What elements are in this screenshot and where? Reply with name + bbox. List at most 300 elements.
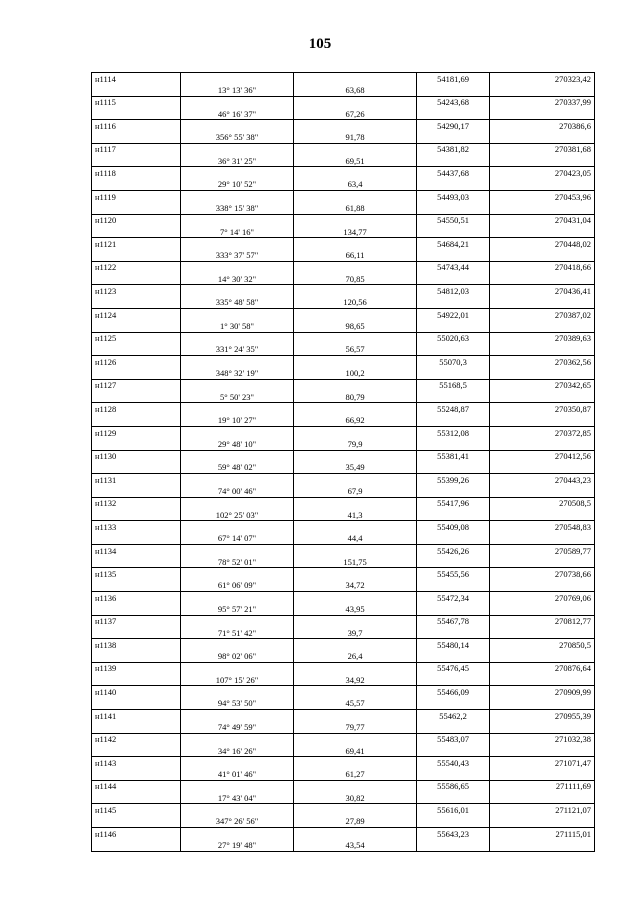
coordinate-x: 55312,08	[417, 426, 490, 438]
angle-cell-empty	[181, 804, 294, 816]
segment-length: 56,57	[294, 344, 417, 356]
distance-cell-empty	[294, 96, 417, 108]
point-row	[92, 143, 595, 155]
direction-angle: 74° 49' 59"	[181, 721, 294, 733]
segment-x-empty	[417, 155, 490, 167]
segment-name-empty	[92, 391, 181, 403]
segment-y-empty	[490, 603, 595, 615]
point-name: н1131	[92, 474, 181, 486]
coordinate-y: 270812,77	[490, 615, 595, 627]
segment-name-empty	[92, 556, 181, 568]
point-row	[92, 96, 595, 108]
segment-row	[92, 297, 595, 309]
segment-x-empty	[417, 344, 490, 356]
distance-cell-empty	[294, 450, 417, 462]
angle-cell-empty	[181, 214, 294, 226]
direction-angle: 333° 37' 57"	[181, 249, 294, 261]
distance-cell-empty	[294, 285, 417, 297]
coordinate-x: 54290,17	[417, 120, 490, 132]
coordinate-y: 270362,56	[490, 356, 595, 368]
angle-cell-empty	[181, 403, 294, 415]
direction-angle: 7° 14' 16"	[181, 226, 294, 238]
segment-length: 134,77	[294, 226, 417, 238]
segment-y-empty	[490, 179, 595, 191]
coordinate-y: 270589,77	[490, 544, 595, 556]
segment-x-empty	[417, 674, 490, 686]
angle-cell-empty	[181, 686, 294, 698]
segment-y-empty	[490, 226, 595, 238]
segment-name-empty	[92, 438, 181, 450]
point-name: н1135	[92, 568, 181, 580]
point-name: н1115	[92, 96, 181, 108]
segment-length: 44,4	[294, 533, 417, 545]
coordinate-x: 55417,96	[417, 497, 490, 509]
segment-row	[92, 179, 595, 191]
coordinate-x: 55467,78	[417, 615, 490, 627]
coordinate-y: 270323,42	[490, 73, 595, 85]
point-row	[92, 120, 595, 132]
segment-length: 151,75	[294, 556, 417, 568]
direction-angle: 331° 24' 35"	[181, 344, 294, 356]
point-name: н1123	[92, 285, 181, 297]
segment-row	[92, 108, 595, 120]
coordinate-y: 270423,05	[490, 167, 595, 179]
coordinate-x: 54684,21	[417, 238, 490, 250]
distance-cell-empty	[294, 143, 417, 155]
segment-y-empty	[490, 533, 595, 545]
segment-name-empty	[92, 155, 181, 167]
distance-cell-empty	[294, 780, 417, 792]
coordinate-x: 55616,01	[417, 804, 490, 816]
point-row	[92, 214, 595, 226]
point-row	[92, 285, 595, 297]
segment-name-empty	[92, 603, 181, 615]
point-row	[92, 686, 595, 698]
segment-y-empty	[490, 391, 595, 403]
segment-name-empty	[92, 533, 181, 545]
segment-x-empty	[417, 627, 490, 639]
distance-cell-empty	[294, 190, 417, 202]
segment-name-empty	[92, 179, 181, 191]
point-name: н1143	[92, 757, 181, 769]
segment-x-empty	[417, 816, 490, 828]
point-row	[92, 73, 595, 85]
direction-angle: 67° 14' 07"	[181, 533, 294, 545]
point-name: н1137	[92, 615, 181, 627]
segment-y-empty	[490, 462, 595, 474]
coordinate-y: 270876,64	[490, 662, 595, 674]
distance-cell-empty	[294, 403, 417, 415]
coordinate-x: 54243,68	[417, 96, 490, 108]
segment-row	[92, 698, 595, 710]
coordinate-x: 54812,03	[417, 285, 490, 297]
coordinate-x: 54493,03	[417, 190, 490, 202]
coordinate-x: 54550,51	[417, 214, 490, 226]
segment-y-empty	[490, 344, 595, 356]
point-name: н1140	[92, 686, 181, 698]
segment-length: 66,92	[294, 415, 417, 427]
segment-x-empty	[417, 273, 490, 285]
segment-x-empty	[417, 745, 490, 757]
segment-y-empty	[490, 580, 595, 592]
angle-cell-empty	[181, 639, 294, 651]
distance-cell-empty	[294, 544, 417, 556]
segment-length: 80,79	[294, 391, 417, 403]
point-name: н1134	[92, 544, 181, 556]
segment-row	[92, 249, 595, 261]
segment-name-empty	[92, 839, 181, 851]
direction-angle: 61° 06' 09"	[181, 580, 294, 592]
segment-name-empty	[92, 273, 181, 285]
segment-length: 67,26	[294, 108, 417, 120]
segment-length: 63,4	[294, 179, 417, 191]
segment-x-empty	[417, 839, 490, 851]
segment-length: 98,65	[294, 320, 417, 332]
segment-x-empty	[417, 651, 490, 663]
segment-x-empty	[417, 84, 490, 96]
direction-angle: 98° 02' 06"	[181, 651, 294, 663]
distance-cell-empty	[294, 426, 417, 438]
point-row	[92, 356, 595, 368]
segment-name-empty	[92, 108, 181, 120]
segment-y-empty	[490, 155, 595, 167]
segment-y-empty	[490, 745, 595, 757]
point-row	[92, 804, 595, 816]
coordinate-x: 54743,44	[417, 261, 490, 273]
coordinate-x: 55399,26	[417, 474, 490, 486]
coordinate-y: 270412,56	[490, 450, 595, 462]
direction-angle: 13° 13' 36"	[181, 84, 294, 96]
point-name: н1128	[92, 403, 181, 415]
segment-length: 63,68	[294, 84, 417, 96]
coordinate-x: 55480,14	[417, 639, 490, 651]
angle-cell-empty	[181, 332, 294, 344]
segment-y-empty	[490, 108, 595, 120]
segment-row	[92, 438, 595, 450]
point-name: н1130	[92, 450, 181, 462]
coordinate-y: 270955,39	[490, 710, 595, 722]
segment-x-empty	[417, 721, 490, 733]
point-row	[92, 379, 595, 391]
segment-name-empty	[92, 320, 181, 332]
point-name: н1124	[92, 308, 181, 320]
distance-cell-empty	[294, 238, 417, 250]
segment-row	[92, 462, 595, 474]
point-row	[92, 426, 595, 438]
direction-angle: 335° 48' 58"	[181, 297, 294, 309]
segment-y-empty	[490, 297, 595, 309]
coordinate-y: 270372,85	[490, 426, 595, 438]
segment-name-empty	[92, 792, 181, 804]
angle-cell-empty	[181, 96, 294, 108]
angle-cell-empty	[181, 285, 294, 297]
segment-name-empty	[92, 297, 181, 309]
angle-cell-empty	[181, 733, 294, 745]
point-name: н1127	[92, 379, 181, 391]
distance-cell-empty	[294, 214, 417, 226]
point-name: н1119	[92, 190, 181, 202]
coordinate-x: 55426,26	[417, 544, 490, 556]
distance-cell-empty	[294, 521, 417, 533]
coordinate-x: 55466,09	[417, 686, 490, 698]
coordinate-y: 270387,02	[490, 308, 595, 320]
segment-length: 43,95	[294, 603, 417, 615]
segment-name-empty	[92, 344, 181, 356]
segment-length: 69,51	[294, 155, 417, 167]
angle-cell-empty	[181, 167, 294, 179]
direction-angle: 348° 32' 19"	[181, 367, 294, 379]
point-row	[92, 828, 595, 840]
segment-length: 61,27	[294, 769, 417, 781]
point-row	[92, 780, 595, 792]
coordinate-y: 270508,5	[490, 497, 595, 509]
segment-row	[92, 533, 595, 545]
direction-angle: 356° 55' 38"	[181, 131, 294, 143]
segment-x-empty	[417, 603, 490, 615]
segment-name-empty	[92, 816, 181, 828]
coordinate-x: 54181,69	[417, 73, 490, 85]
segment-name-empty	[92, 84, 181, 96]
coordinate-y: 270436,41	[490, 285, 595, 297]
segment-row	[92, 839, 595, 851]
coordinate-y: 270850,5	[490, 639, 595, 651]
angle-cell-empty	[181, 261, 294, 273]
angle-cell-empty	[181, 710, 294, 722]
segment-row	[92, 721, 595, 733]
point-row	[92, 615, 595, 627]
distance-cell-empty	[294, 120, 417, 132]
angle-cell-empty	[181, 426, 294, 438]
coordinate-x: 55643,23	[417, 828, 490, 840]
coordinate-x: 54381,82	[417, 143, 490, 155]
segment-x-empty	[417, 698, 490, 710]
angle-cell-empty	[181, 592, 294, 604]
point-name: н1133	[92, 521, 181, 533]
segment-name-empty	[92, 745, 181, 757]
distance-cell-empty	[294, 308, 417, 320]
direction-angle: 107° 15' 26"	[181, 674, 294, 686]
segment-x-empty	[417, 108, 490, 120]
point-name: н1120	[92, 214, 181, 226]
point-name: н1114	[92, 73, 181, 85]
segment-x-empty	[417, 485, 490, 497]
segment-name-empty	[92, 485, 181, 497]
segment-y-empty	[490, 839, 595, 851]
point-name: н1142	[92, 733, 181, 745]
segment-x-empty	[417, 249, 490, 261]
coordinate-y: 270342,65	[490, 379, 595, 391]
coordinate-y: 271121,07	[490, 804, 595, 816]
coordinate-y: 270443,23	[490, 474, 595, 486]
coordinate-y: 270431,04	[490, 214, 595, 226]
segment-name-empty	[92, 651, 181, 663]
segment-name-empty	[92, 698, 181, 710]
segment-length: 43,54	[294, 839, 417, 851]
segment-y-empty	[490, 792, 595, 804]
direction-angle: 5° 50' 23"	[181, 391, 294, 403]
segment-length: 100,2	[294, 367, 417, 379]
segment-row	[92, 391, 595, 403]
distance-cell-empty	[294, 356, 417, 368]
segment-x-empty	[417, 202, 490, 214]
segment-length: 26,4	[294, 651, 417, 663]
angle-cell-empty	[181, 120, 294, 132]
segment-x-empty	[417, 533, 490, 545]
segment-row	[92, 273, 595, 285]
direction-angle: 78° 52' 01"	[181, 556, 294, 568]
direction-angle: 19° 10' 27"	[181, 415, 294, 427]
direction-angle: 29° 48' 10"	[181, 438, 294, 450]
distance-cell-empty	[294, 686, 417, 698]
coordinate-x: 55070,3	[417, 356, 490, 368]
segment-name-empty	[92, 131, 181, 143]
segment-y-empty	[490, 509, 595, 521]
segment-y-empty	[490, 320, 595, 332]
segment-row	[92, 84, 595, 96]
segment-y-empty	[490, 674, 595, 686]
direction-angle: 29° 10' 52"	[181, 179, 294, 191]
coordinate-x: 54922,01	[417, 308, 490, 320]
segment-y-empty	[490, 249, 595, 261]
direction-angle: 94° 53' 50"	[181, 698, 294, 710]
segment-y-empty	[490, 367, 595, 379]
angle-cell-empty	[181, 190, 294, 202]
segment-x-empty	[417, 556, 490, 568]
segment-name-empty	[92, 721, 181, 733]
angle-cell-empty	[181, 143, 294, 155]
segment-x-empty	[417, 179, 490, 191]
point-name: н1121	[92, 238, 181, 250]
point-row	[92, 261, 595, 273]
coordinate-x: 55540,43	[417, 757, 490, 769]
direction-angle: 338° 15' 38"	[181, 202, 294, 214]
point-name: н1117	[92, 143, 181, 155]
point-name: н1145	[92, 804, 181, 816]
segment-length: 41,3	[294, 509, 417, 521]
coordinate-x: 55586,65	[417, 780, 490, 792]
angle-cell-empty	[181, 474, 294, 486]
coordinate-y: 270738,66	[490, 568, 595, 580]
segment-row	[92, 603, 595, 615]
segment-name-empty	[92, 580, 181, 592]
segment-x-empty	[417, 509, 490, 521]
distance-cell-empty	[294, 379, 417, 391]
distance-cell-empty	[294, 592, 417, 604]
segment-name-empty	[92, 674, 181, 686]
point-name: н1141	[92, 710, 181, 722]
segment-row	[92, 792, 595, 804]
point-row	[92, 474, 595, 486]
angle-cell-empty	[181, 828, 294, 840]
point-name: н1146	[92, 828, 181, 840]
segment-length: 34,92	[294, 674, 417, 686]
coordinate-y: 271071,47	[490, 757, 595, 769]
segment-x-empty	[417, 462, 490, 474]
coordinate-x: 55472,34	[417, 592, 490, 604]
point-name: н1122	[92, 261, 181, 273]
segment-row	[92, 816, 595, 828]
segment-name-empty	[92, 415, 181, 427]
coordinates-table	[91, 72, 595, 852]
segment-x-empty	[417, 131, 490, 143]
segment-x-empty	[417, 391, 490, 403]
point-row	[92, 710, 595, 722]
distance-cell-empty	[294, 167, 417, 179]
point-row	[92, 521, 595, 533]
segment-length: 45,57	[294, 698, 417, 710]
segment-length: 39,7	[294, 627, 417, 639]
point-row	[92, 403, 595, 415]
segment-x-empty	[417, 297, 490, 309]
point-row	[92, 639, 595, 651]
segment-row	[92, 674, 595, 686]
coordinate-y: 270386,6	[490, 120, 595, 132]
segment-name-empty	[92, 367, 181, 379]
point-name: н1126	[92, 356, 181, 368]
point-name: н1136	[92, 592, 181, 604]
coordinate-x: 55409,08	[417, 521, 490, 533]
segment-y-empty	[490, 721, 595, 733]
segment-length: 27,89	[294, 816, 417, 828]
distance-cell-empty	[294, 733, 417, 745]
segment-row	[92, 509, 595, 521]
segment-length: 79,9	[294, 438, 417, 450]
coordinate-y: 271111,69	[490, 780, 595, 792]
coordinate-y: 271115,01	[490, 828, 595, 840]
segment-y-empty	[490, 415, 595, 427]
point-row	[92, 450, 595, 462]
segment-length: 79,77	[294, 721, 417, 733]
angle-cell-empty	[181, 379, 294, 391]
direction-angle: 1° 30' 58"	[181, 320, 294, 332]
angle-cell-empty	[181, 521, 294, 533]
segment-x-empty	[417, 367, 490, 379]
segment-y-empty	[490, 556, 595, 568]
angle-cell-empty	[181, 450, 294, 462]
angle-cell-empty	[181, 615, 294, 627]
segment-x-empty	[417, 580, 490, 592]
segment-y-empty	[490, 485, 595, 497]
distance-cell-empty	[294, 73, 417, 85]
direction-angle: 74° 00' 46"	[181, 485, 294, 497]
direction-angle: 14° 30' 32"	[181, 273, 294, 285]
point-row	[92, 497, 595, 509]
point-row	[92, 190, 595, 202]
coordinate-x: 55476,45	[417, 662, 490, 674]
coordinate-x: 55168,5	[417, 379, 490, 391]
point-row	[92, 332, 595, 344]
segment-length: 91,78	[294, 131, 417, 143]
segment-row	[92, 556, 595, 568]
distance-cell-empty	[294, 804, 417, 816]
direction-angle: 46° 16' 37"	[181, 108, 294, 120]
point-name: н1116	[92, 120, 181, 132]
point-name: н1139	[92, 662, 181, 674]
angle-cell-empty	[181, 568, 294, 580]
segment-name-empty	[92, 627, 181, 639]
coordinate-y: 270418,66	[490, 261, 595, 273]
segment-x-empty	[417, 415, 490, 427]
segment-x-empty	[417, 792, 490, 804]
segment-y-empty	[490, 816, 595, 828]
angle-cell-empty	[181, 497, 294, 509]
direction-angle: 27° 19' 48"	[181, 839, 294, 851]
angle-cell-empty	[181, 73, 294, 85]
coordinate-y: 270389,63	[490, 332, 595, 344]
angle-cell-empty	[181, 238, 294, 250]
direction-angle: 17° 43' 04"	[181, 792, 294, 804]
point-row	[92, 757, 595, 769]
